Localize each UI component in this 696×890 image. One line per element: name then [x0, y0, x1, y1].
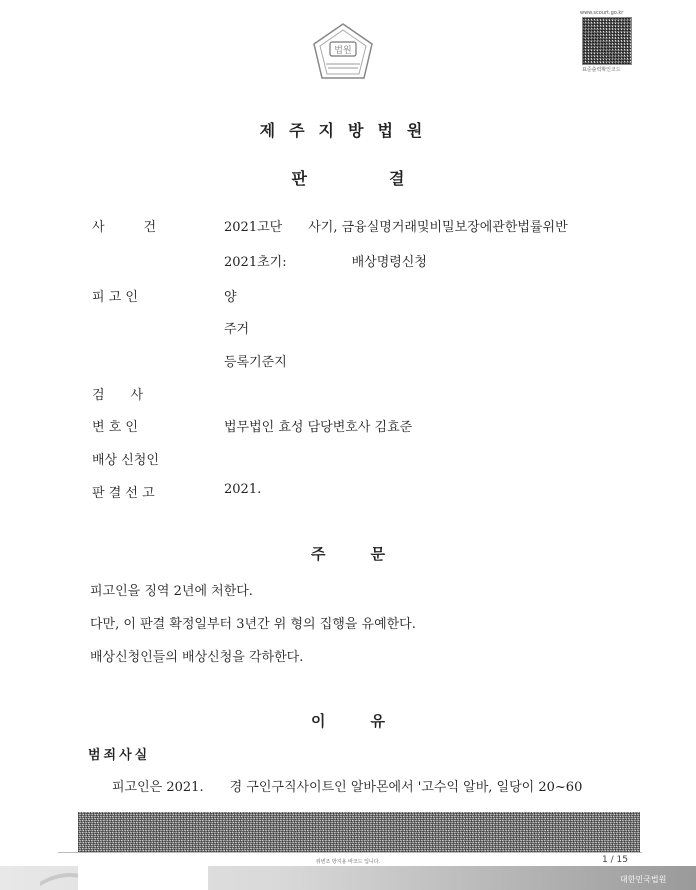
court-logo-swoosh-icon: [40, 868, 80, 886]
reason-section-heading: 이 유: [311, 712, 385, 730]
field-label-sentencing-date: 판 결 선 고: [92, 486, 155, 501]
verification-code-caption: 표준출력확인코드: [582, 67, 621, 73]
footer-blank-area: [78, 866, 208, 890]
anti-forgery-barcode: [78, 812, 640, 852]
verification-qr-code: [582, 17, 632, 65]
footer-organization: 대한민국법원: [620, 875, 667, 884]
document-title: 판결: [291, 169, 487, 188]
field-label-defendant: 피 고 인: [92, 290, 138, 305]
page-number: 1 / 15: [602, 855, 628, 865]
crime-facts-heading: 범죄사실: [88, 748, 151, 763]
field-value-defense-counsel: 법무법인 효성 담당변호사 김효준: [224, 420, 413, 435]
order-line: 피고인을 징역 2년에 처한다.: [90, 584, 253, 599]
verification-url: www.scourt.go.kr: [580, 10, 624, 16]
field-value-registration: 등록기준지: [224, 355, 287, 370]
field-value-sentencing-date: 2021.: [224, 482, 262, 497]
footer-divider: [58, 852, 642, 853]
field-label-prosecutor: 검 사: [92, 388, 144, 403]
order-section-heading: 주 문: [311, 545, 385, 563]
court-name: 제주지방법원: [259, 121, 437, 140]
field-label-defense-counsel: 변 호 인: [92, 420, 138, 435]
field-value-compensation-case: 2021초기: 배상명령신청: [224, 255, 427, 270]
court-seal-icon: [308, 20, 378, 90]
order-line: 배상신청인들의 배상신청을 각하한다.: [90, 650, 304, 665]
seal-text: 법원: [334, 46, 352, 56]
field-value-residence: 주거: [224, 322, 250, 337]
field-value-defendant: 양: [224, 290, 237, 305]
field-value-case: 2021고단 사기, 금융실명거래및비밀보장에관한법률위반: [224, 220, 568, 235]
field-label-applicant: 배상 신청인: [92, 453, 159, 468]
crime-facts-text: 피고인은 2021. 경 구인구직사이트인 알바몬에서 '고수익 알바, 일당이 20~60: [112, 780, 583, 795]
barcode-note: 위변조 방지용 바코드 입니다.: [315, 859, 381, 865]
field-label-case: 사 건: [92, 220, 157, 235]
order-line: 다만, 이 판결 확정일부터 3년간 위 형의 집행을 유예한다.: [90, 617, 416, 632]
